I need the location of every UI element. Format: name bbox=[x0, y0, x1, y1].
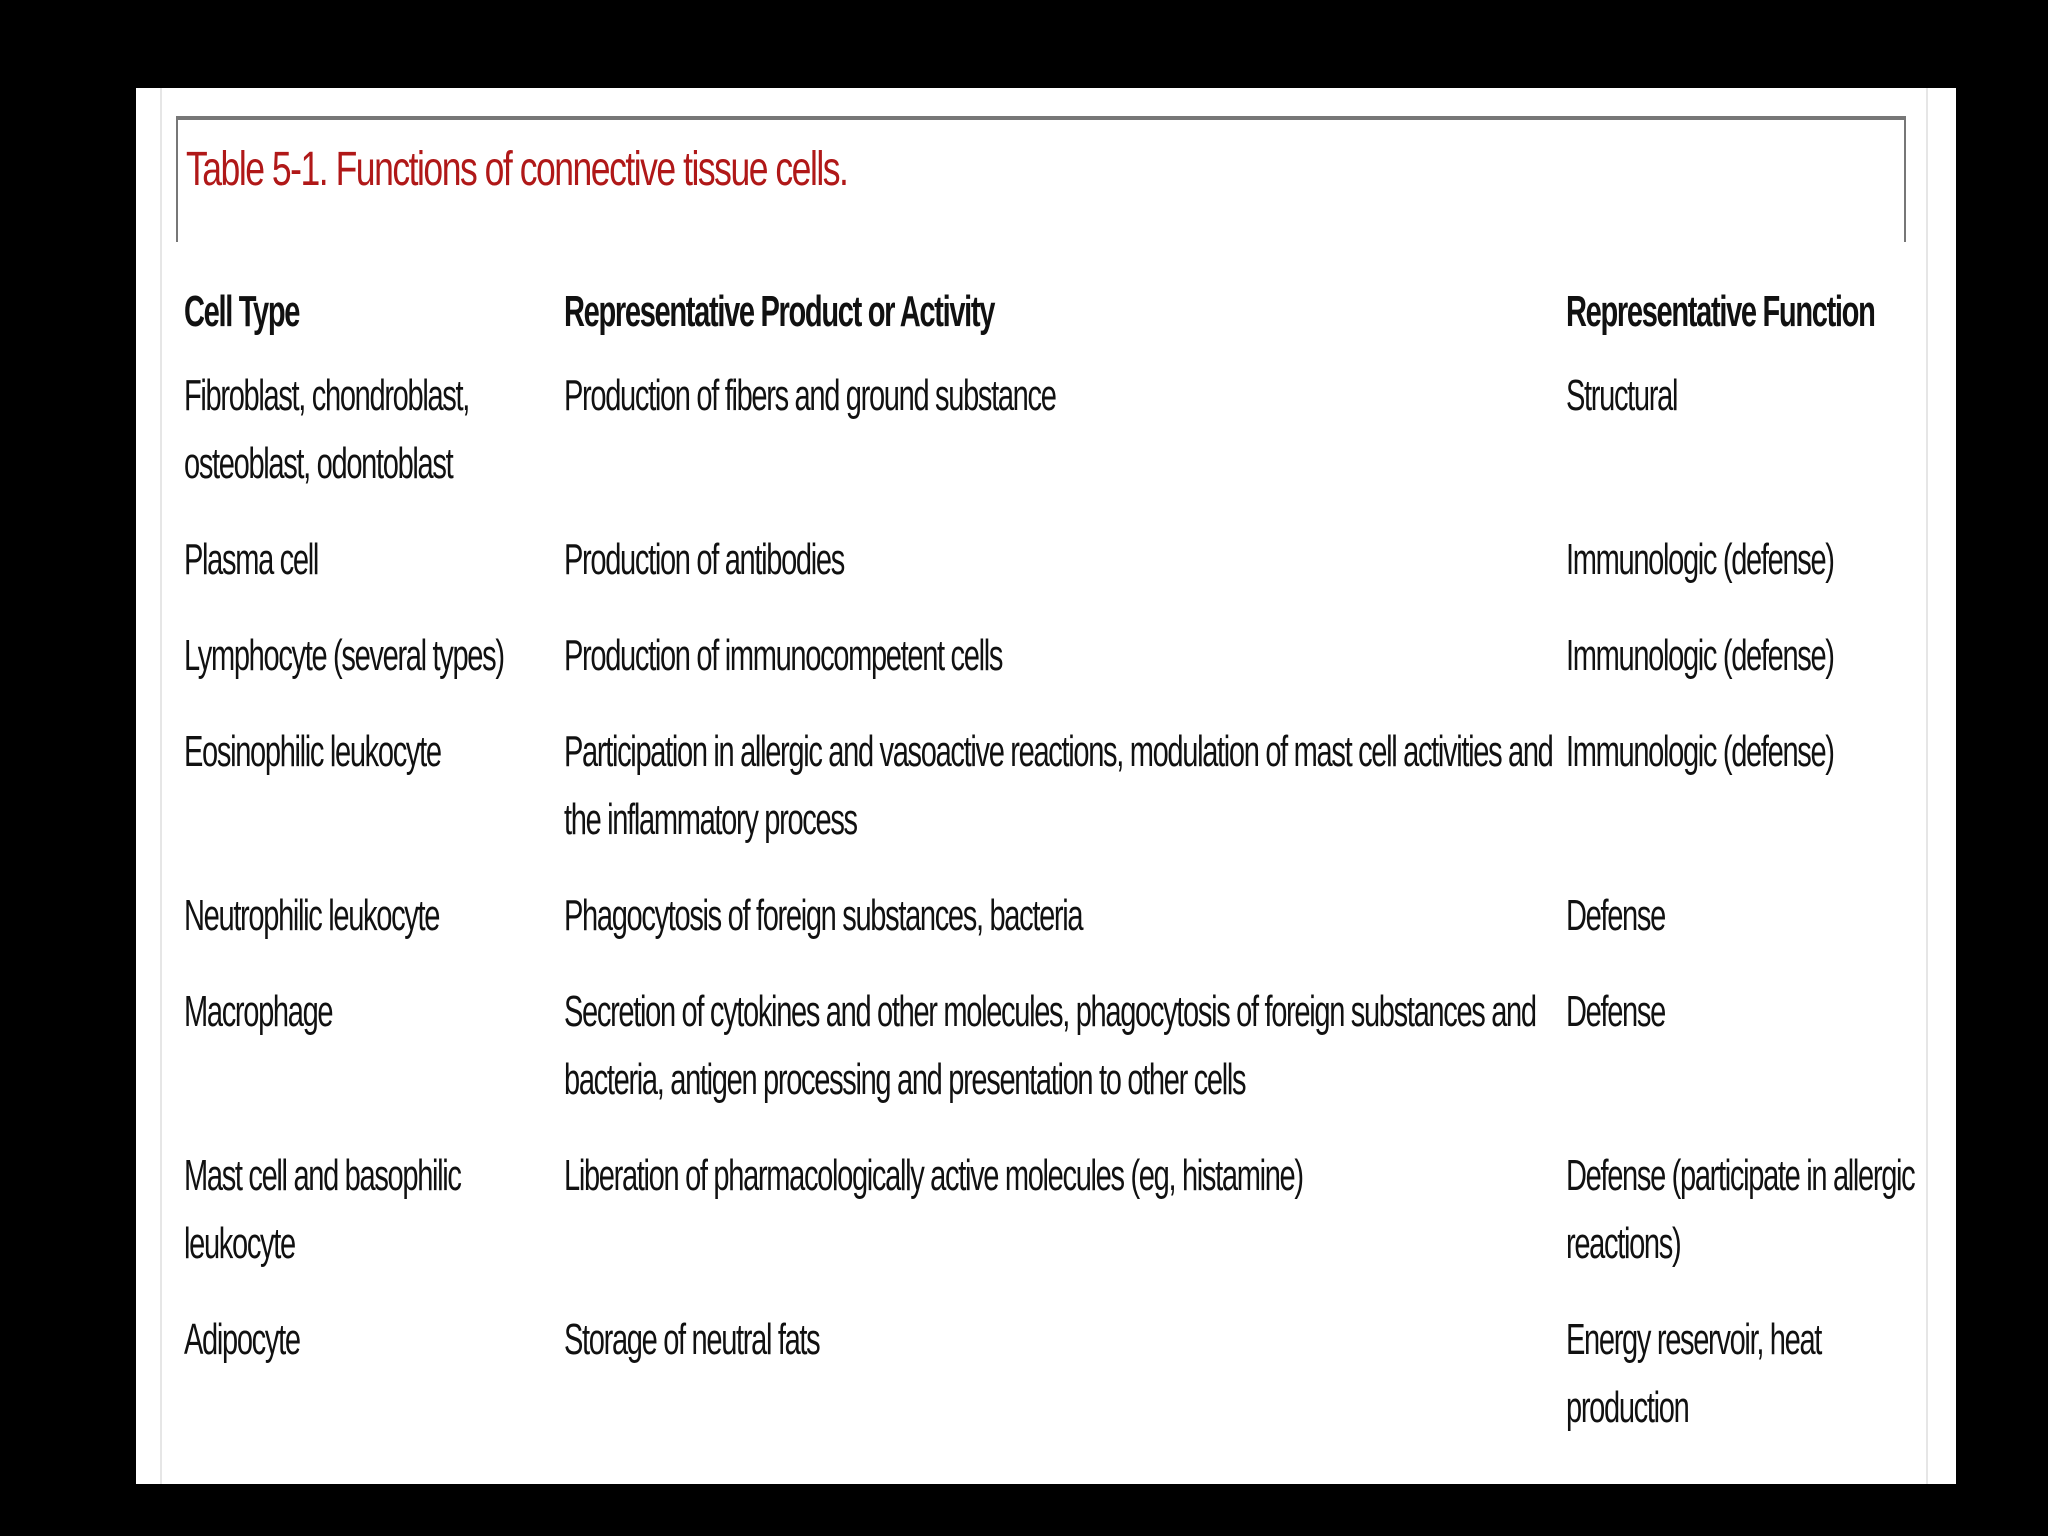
cell-type: Macrophage bbox=[184, 987, 333, 1036]
sheet-left-border bbox=[160, 88, 162, 1484]
table-row bbox=[184, 1306, 1914, 1470]
cell-function: Defense bbox=[1566, 987, 1665, 1036]
header-function: Representative Function bbox=[1566, 287, 1875, 336]
document-sheet bbox=[136, 88, 1956, 1484]
cell-type: Lymphocyte (several types) bbox=[184, 631, 504, 680]
cell-activity: Storage of neutral fats bbox=[564, 1315, 820, 1364]
table-row bbox=[184, 526, 1914, 622]
table-row bbox=[184, 362, 1914, 526]
cell-functions-table bbox=[184, 270, 1914, 1470]
title-box bbox=[176, 116, 1906, 242]
cell-function: Structural bbox=[1566, 371, 1678, 420]
sheet-right-border bbox=[1926, 88, 1928, 1484]
cell-activity: Production of antibodies bbox=[564, 535, 844, 584]
cell-function: Defense (participate in allergic reactions) bbox=[1566, 1151, 1915, 1268]
table-title: Table 5-1. Functions of connective tissue cells. bbox=[186, 143, 848, 196]
table-row bbox=[184, 622, 1914, 718]
cell-function: Immunologic (defense) bbox=[1566, 535, 1834, 584]
table-row bbox=[184, 882, 1914, 978]
cell-type: Fibroblast, chondroblast, osteoblast, odontoblast bbox=[184, 371, 469, 488]
cell-type: Mast cell and basophilic leukocyte bbox=[184, 1151, 461, 1268]
table-row bbox=[184, 1142, 1914, 1306]
cell-activity: Production of immunocompetent cells bbox=[564, 631, 1003, 680]
cell-activity: Participation in allergic and vasoactive reactions, modulation of mast cell activities and the inflammatory process bbox=[564, 727, 1553, 844]
cell-type: Plasma cell bbox=[184, 535, 318, 584]
header-activity: Representative Product or Activity bbox=[564, 287, 995, 336]
cell-activity: Phagocytosis of foreign substances, bacteria bbox=[564, 891, 1083, 940]
cell-type: Neutrophilic leukocyte bbox=[184, 891, 440, 940]
cell-type: Adipocyte bbox=[184, 1315, 300, 1364]
cell-type: Eosinophilic leukocyte bbox=[184, 727, 441, 776]
cell-activity: Liberation of pharmacologically active molecules (eg, histamine) bbox=[564, 1151, 1303, 1200]
cell-function: Defense bbox=[1566, 891, 1665, 940]
header-row bbox=[184, 270, 1914, 362]
table-row bbox=[184, 978, 1914, 1142]
cell-function: Immunologic (defense) bbox=[1566, 631, 1834, 680]
header-cell-type: Cell Type bbox=[184, 287, 300, 336]
cell-function: Energy reservoir, heat production bbox=[1566, 1315, 1822, 1432]
cell-activity: Secretion of cytokines and other molecules, phagocytosis of foreign substances and bacteria, antigen processing and presentation to other cells bbox=[564, 987, 1536, 1104]
table-row bbox=[184, 718, 1914, 882]
cell-function: Immunologic (defense) bbox=[1566, 727, 1834, 776]
cell-activity: Production of fibers and ground substance bbox=[564, 371, 1056, 420]
